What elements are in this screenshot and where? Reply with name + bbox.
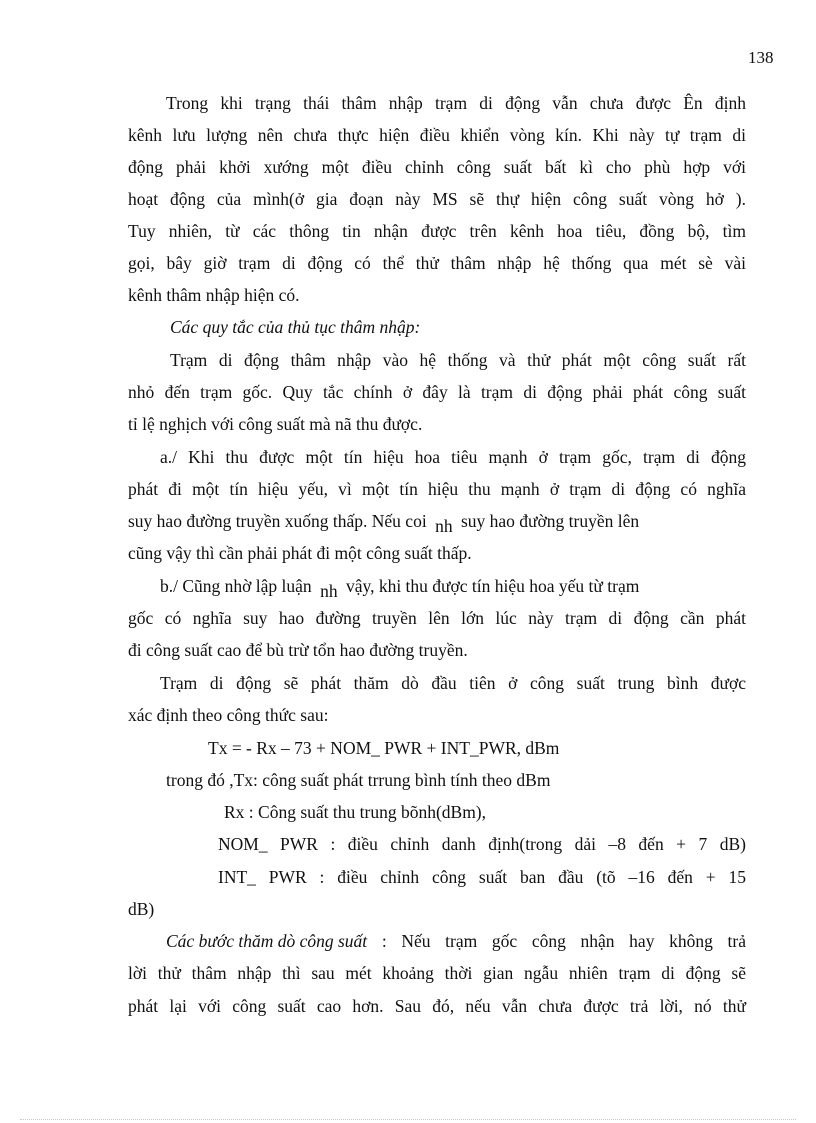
paragraph-steps-line-1-text: : Nếu trạm gốc công nhận hay không trả — [367, 931, 746, 951]
definition-rx: Rx : Công suất thu trung bõnh(dBm), — [224, 802, 487, 822]
paragraph-a-line-1: a./ Khi thu được một tín hiệu hoa tiêu mạnh ở trạm gốc, trạm di động — [160, 447, 746, 467]
paragraph-probe-line-2: xác định theo công thức sau: — [128, 705, 329, 725]
paragraph-intro-line-2: kênh lưu lượng nên chưa thực hiện điều khiển vòng kín. Khi này tự trạm di — [128, 125, 746, 145]
paragraph-b-line-3: đi công suất cao để bù trừ tổn hao đường truyền. — [128, 640, 468, 660]
paragraph-b-line-1-end: vậy, khi thu được tín hiệu hoa yếu từ trạm — [345, 576, 640, 596]
paragraph-intro-line-1: Trong khi trạng thái thâm nhập trạm di động vẫn chưa được Ên định — [166, 93, 746, 113]
definition-tx: trong đó ,Tx: công suất phát trrung bình tính theo dBm — [166, 770, 551, 790]
paragraph-rules-line-1: Trạm di động thâm nhập vào hệ thống và thử phát một công suất rất — [170, 350, 746, 370]
subscript-nh: nh — [435, 516, 453, 536]
paragraph-a-line-4: cũng vậy thì cần phải phát đi một công suất thấp. — [128, 543, 472, 563]
paragraph-b-line-1 — [160, 575, 640, 601]
paragraph-a-line-3-start: suy hao đường truyền xuống thấp. Nếu coi — [128, 511, 427, 531]
paragraph-steps-line-2: lời thử thâm nhập thì sau mét khoảng thời gian ngẫu nhiên trạm di động sẽ — [128, 963, 746, 983]
paragraph-rules-line-3: tỉ lệ nghịch với công suất mà nã thu được. — [128, 414, 423, 434]
page-number: 138 — [748, 48, 774, 67]
paragraph-intro-line-3: động phải khởi xướng một điều chỉnh công suất bất kì cho phù hợp với — [128, 157, 746, 177]
paragraph-intro-line-7: kênh thâm nhập hiện có. — [128, 285, 300, 305]
definition-int-pwr: INT_ PWR : điều chỉnh công suất ban đầu (tõ –16 đến + 15 — [218, 867, 746, 887]
paragraph-steps-line-1 — [166, 930, 746, 952]
power-formula: Tx = - Rx – 73 + NOM_ PWR + INT_PWR, dBm — [208, 738, 560, 758]
paragraph-intro-line-4: hoạt động của mình(ở gia đoạn này MS sẽ thự hiện công suất vòng hở ). — [128, 189, 746, 209]
section-heading-power-probing-steps: Các bước thăm dò công suất — [166, 931, 368, 951]
paragraph-intro-line-6: gọi, bây giờ trạm di động có thể thử thâm nhập hệ thống qua mét sè vài — [128, 253, 746, 273]
paragraph-probe-line-1: Trạm di động sẽ phát thăm dò đầu tiên ở công suất trung bình được — [160, 673, 746, 693]
paragraph-a-line-2: phát đi một tín hiệu yếu, vì một tín hiệu thu mạnh ở trạm di động có nghĩa — [128, 479, 746, 499]
paragraph-a-line-3 — [128, 510, 640, 536]
paragraph-intro-line-5: Tuy nhiên, từ các thông tin nhận được trên kênh hoa tiêu, đồng bộ, tìm — [128, 221, 746, 241]
paragraph-b-line-2: gốc có nghĩa suy hao đường truyền lên lớn lúc này trạm di động cần phát — [128, 608, 746, 628]
paragraph-b-line-1-start: b./ Cũng nhờ lập luận — [160, 576, 312, 596]
subscript-nh: nh — [320, 581, 338, 601]
definition-nom-pwr: NOM_ PWR : điều chỉnh danh định(trong dải –8 đến + 7 dB) — [218, 834, 746, 854]
paragraph-steps-line-3: phát lại với công suất cao hơn. Sau đó, nếu vẫn chưa được trả lời, nó thử — [128, 996, 746, 1016]
section-heading-access-rules: Các quy tắc của thủ tục thâm nhập: — [170, 317, 421, 337]
paragraph-a-line-3-end: suy hao đường truyền lên — [460, 511, 640, 531]
definition-int-pwr-continued: dB) — [128, 899, 155, 919]
page-bottom-divider — [20, 1119, 796, 1120]
paragraph-rules-line-2: nhỏ đến trạm gốc. Quy tắc chính ở đây là trạm di động phải phát công suất — [128, 382, 746, 402]
